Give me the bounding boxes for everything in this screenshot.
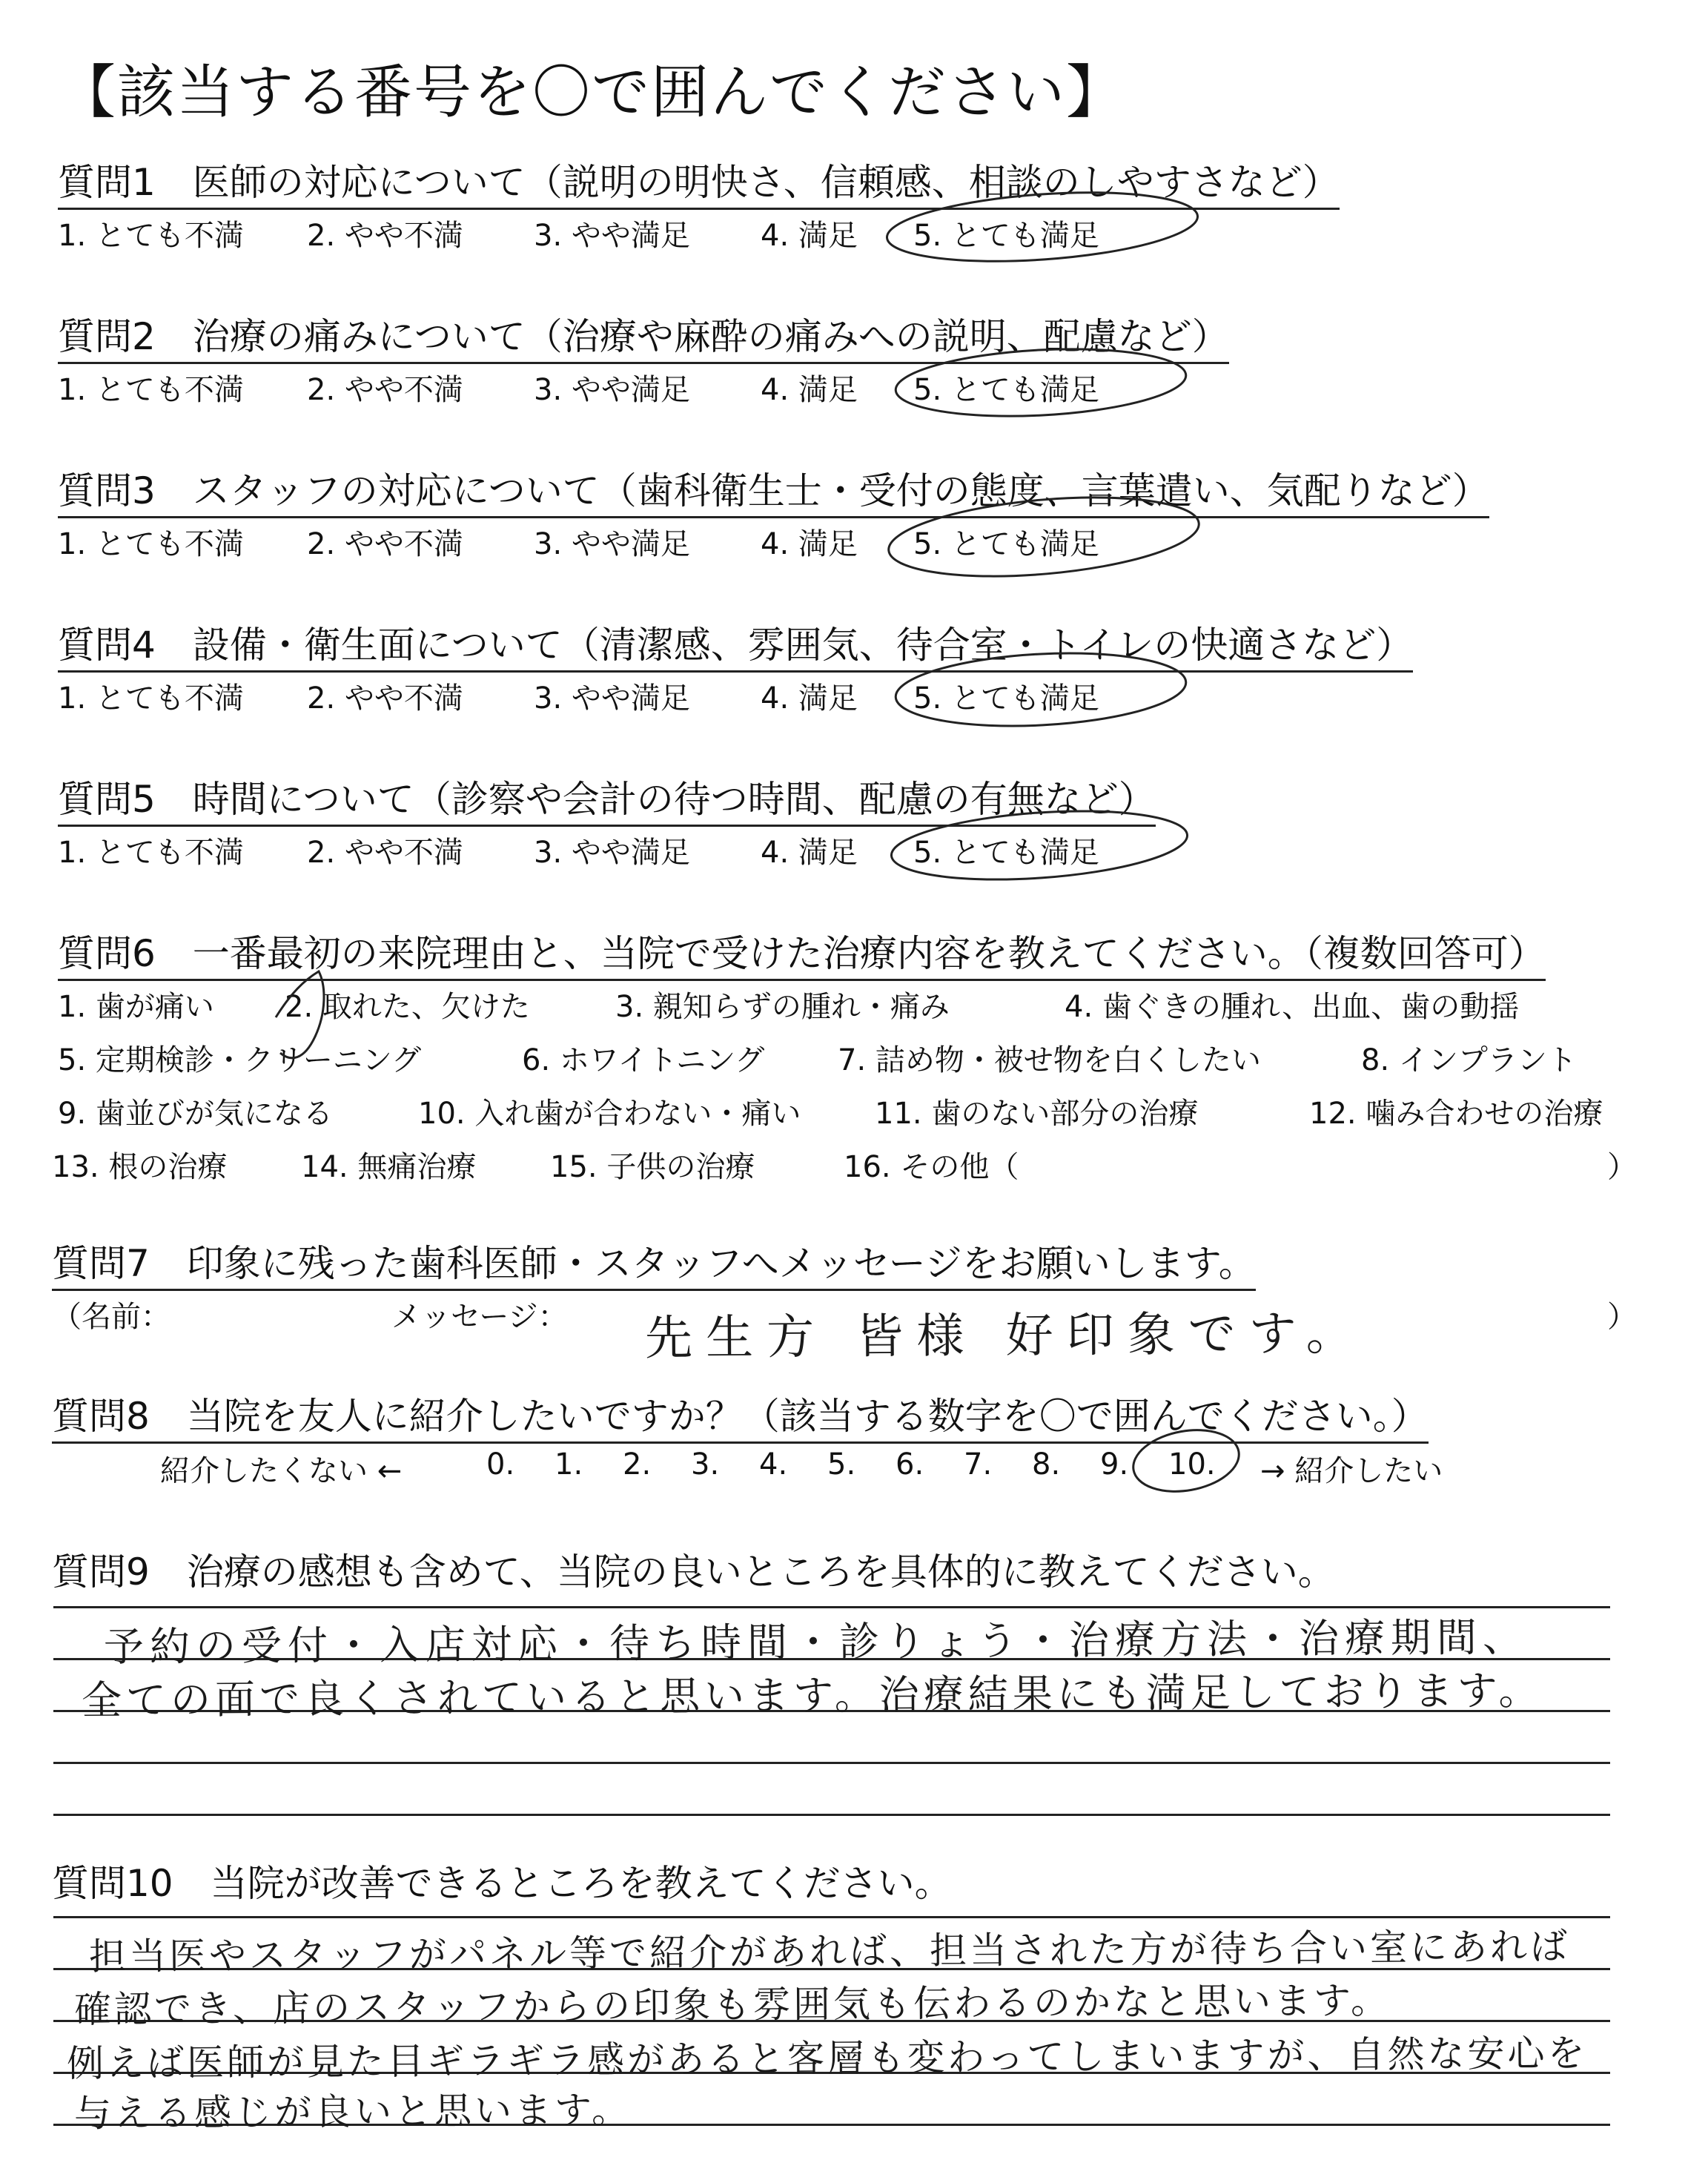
q6-option-12[interactable]: 12. 噛み合わせの治療	[1309, 1097, 1603, 1131]
q4-selected-circle-mark	[894, 647, 1188, 733]
question-3-title: 質問3 スタッフの対応について（歯科衛生士・受付の態度、言葉遣い、気配りなど）	[58, 461, 1489, 518]
q1-option-2[interactable]: 2. やや不満	[307, 219, 463, 253]
q1-option-5[interactable]: 5. とても満足	[913, 219, 1099, 253]
q7-name-label: （名前：	[52, 1300, 171, 1334]
q2-option-4[interactable]: 4. 満足	[761, 373, 858, 407]
q6-option-8[interactable]: 8. インプラント	[1361, 1043, 1577, 1077]
q4-option-2[interactable]: 2. やや不満	[307, 681, 463, 716]
q8-right-label: → 紹介したい	[1260, 1454, 1443, 1488]
q4-option-1[interactable]: 1. とても不満	[58, 681, 244, 716]
q7-message-label: メッセージ：	[391, 1300, 568, 1334]
q7-close-paren: ）	[1607, 1300, 1637, 1334]
q8-scale-9[interactable]: 9.	[1100, 1447, 1129, 1482]
q9-answer-line-2: 全ての面で良くされていると思います。治療結果にも満足しております。	[81, 1667, 1543, 1724]
q6-option-14[interactable]: 14. 無痛治療	[301, 1150, 477, 1184]
q5-option-1[interactable]: 1. とても不満	[58, 836, 244, 870]
q8-scale-7[interactable]: 7.	[964, 1447, 993, 1482]
q6-option-5[interactable]: 5. 定期検診・クリーニング	[58, 1043, 422, 1077]
question-5-title: 質問5 時間について（診察や会計の待つ時間、配慮の有無など）	[58, 770, 1156, 827]
question-4-title: 質問4 設備・衛生面について（清潔感、雰囲気、待合室・トイレの快適さなど）	[58, 615, 1413, 673]
q8-left-label: 紹介したくない ←	[160, 1454, 403, 1488]
q8-scale-2[interactable]: 2.	[623, 1447, 652, 1482]
q2-option-1[interactable]: 1. とても不満	[58, 373, 244, 407]
question-6-title: 質問6 一番最初の来院理由と、当院で受けた治療内容を教えてください。（複数回答可）	[58, 924, 1546, 981]
q8-scale-10[interactable]: 10.	[1168, 1447, 1216, 1482]
q4-option-5[interactable]: 5. とても満足	[913, 681, 1099, 716]
q3-option-2[interactable]: 2. やや不満	[307, 527, 463, 561]
question-8-title: 質問8 当院を友人に紹介したいですか？（該当する数字を〇で囲んでください。）	[52, 1387, 1429, 1444]
q8-scale-4[interactable]: 4.	[759, 1447, 788, 1482]
q3-selected-circle-mark	[885, 486, 1202, 587]
q5-option-5[interactable]: 5. とても満足	[913, 836, 1099, 870]
q8-scale-8[interactable]: 8.	[1032, 1447, 1061, 1482]
q3-option-5[interactable]: 5. とても満足	[913, 527, 1099, 561]
q2-option-2[interactable]: 2. やや不満	[307, 373, 463, 407]
q5-selected-circle-mark	[889, 802, 1189, 888]
q1-option-3[interactable]: 3. やや満足	[534, 219, 690, 253]
question-7-title: 質問7 印象に残った歯科医師・スタッフへメッセージをお願いします。	[52, 1234, 1256, 1291]
q6-option-2[interactable]: 2. 取れた、欠けた	[285, 990, 530, 1024]
q10-answer-line-1: 担当医やスタッフがパネル等で紹介があれば、担当された方が待ち合い室にあれば	[88, 1925, 1571, 1978]
q5-option-4[interactable]: 4. 満足	[761, 836, 858, 870]
q1-option-4[interactable]: 4. 満足	[761, 219, 858, 253]
q6-option-1[interactable]: 1. 歯が痛い	[58, 990, 214, 1024]
q8-scale-5[interactable]: 5.	[827, 1447, 856, 1482]
q2-option-3[interactable]: 3. やや満足	[534, 373, 690, 407]
q5-option-2[interactable]: 2. やや不満	[307, 836, 463, 870]
q5-option-3[interactable]: 3. やや満足	[534, 836, 690, 870]
q6-option-4[interactable]: 4. 歯ぐきの腫れ、出血、歯の動揺	[1065, 990, 1520, 1024]
q6-option-15[interactable]: 15. 子供の治療	[550, 1150, 755, 1184]
q4-option-3[interactable]: 3. やや満足	[534, 681, 690, 716]
q10-answer-line-2: 確認でき、店のスタッフからの印象も雰囲気も伝わるのかなと思います。	[73, 1978, 1391, 2032]
q2-selected-circle-mark	[894, 343, 1188, 423]
q10-answer-line-3: 例えば医師が見た目ギラギラ感があると客層も変わってしまいますが、自然な安心を	[66, 2031, 1588, 2086]
q7-message-handwritten: 先生方 皆様 好印象です。	[644, 1306, 1367, 1367]
q3-option-4[interactable]: 4. 満足	[761, 527, 858, 561]
question-1-title: 質問1 医師の対応について（説明の明快さ、信頼感、相談のしやすさなど）	[58, 153, 1340, 210]
question-10-title: 質問10 当院が改善できるところを教えてください。	[52, 1862, 952, 1905]
page-title: 【該当する番号を〇で囲んでください】	[58, 59, 1126, 126]
q1-selected-circle-mark	[884, 183, 1199, 270]
q9-answer-line-1: 予約の受付・入店対応・待ち時間・診りょう・治療方法・治療期間、	[103, 1614, 1529, 1671]
q6-option-10[interactable]: 10. 入れ歯が合わない・痛い	[418, 1097, 801, 1131]
q6-option-3[interactable]: 3. 親知らずの腫れ・痛み	[615, 990, 950, 1024]
q6-other-close-paren: ）	[1607, 1150, 1637, 1184]
q8-scale-3[interactable]: 3.	[691, 1447, 720, 1482]
q8-selected-circle-mark	[1128, 1422, 1244, 1499]
q6-option-11[interactable]: 11. 歯のない部分の治療	[875, 1097, 1199, 1131]
q8-scale-6[interactable]: 6.	[896, 1447, 924, 1482]
q4-option-4[interactable]: 4. 満足	[761, 681, 858, 716]
q8-scale-1[interactable]: 1.	[555, 1447, 583, 1482]
q6-option-13[interactable]: 13. 根の治療	[52, 1150, 228, 1184]
question-9-title: 質問9 治療の感想も含めて、当院の良いところを具体的に教えてください。	[52, 1550, 1335, 1593]
q3-option-3[interactable]: 3. やや満足	[534, 527, 690, 561]
q6-option-9[interactable]: 9. 歯並びが気になる	[58, 1097, 333, 1131]
q6-option-16[interactable]: 16. その他（	[844, 1150, 1019, 1184]
q8-scale-0[interactable]: 0.	[486, 1447, 515, 1482]
question-2-title: 質問2 治療の痛みについて（治療や麻酔の痛みへの説明、配慮など）	[58, 307, 1229, 364]
q6-option-6[interactable]: 6. ホワイトニング	[522, 1043, 765, 1077]
q1-option-1[interactable]: 1. とても不満	[58, 219, 244, 253]
q2-option-5[interactable]: 5. とても満足	[913, 373, 1099, 407]
q10-answer-line-4: 与える感じが良いと思います。	[73, 2088, 632, 2136]
q6-selected-check-mark	[276, 971, 324, 1058]
q3-option-1[interactable]: 1. とても不満	[58, 527, 244, 561]
q6-option-7[interactable]: 7. 詰め物・被せ物を白くしたい	[838, 1043, 1261, 1077]
